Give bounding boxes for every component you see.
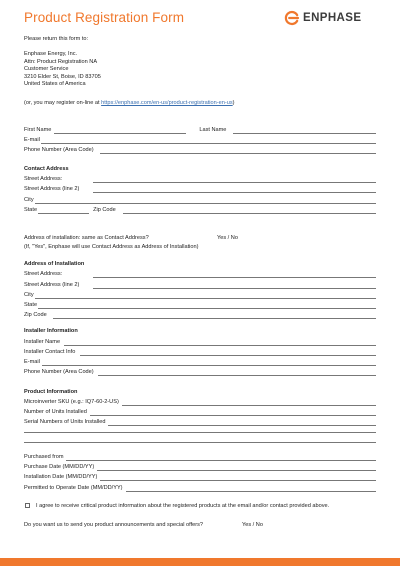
serials-extra-line-1[interactable]	[24, 432, 376, 433]
installer-contact-field[interactable]	[80, 351, 376, 356]
installation-same-options[interactable]: Yes / No	[217, 235, 238, 241]
address-line-5: United States of America	[24, 81, 86, 87]
permitted-date-field[interactable]	[126, 487, 376, 492]
contact-city-label: City	[24, 197, 34, 204]
footer-bar	[0, 558, 400, 566]
install-street2-label: Street Address (line 2)	[24, 282, 80, 289]
installer-phone-label: Phone Number (Area Code)	[24, 369, 94, 376]
installation-date-label: Installation Date (MM/DD/YY)	[24, 474, 98, 481]
product-heading: Product Information	[24, 389, 78, 395]
contact-zip-label: Zip Code	[93, 207, 116, 214]
contact-street2-label: Street Address (line 2)	[24, 186, 80, 193]
sku-row	[24, 399, 376, 406]
installation-same-question: Address of installation: same as Contact Address?	[24, 235, 149, 241]
address-line-1: Enphase Energy, Inc.	[24, 51, 78, 57]
phone-label: Phone Number (Area Code)	[24, 147, 94, 154]
contact-state-field[interactable]	[38, 209, 89, 214]
contact-street-row	[24, 176, 376, 183]
last-name-label: Last Name	[199, 127, 227, 134]
offers-question: Do you want us to send you product announcements and special offers?	[24, 522, 204, 528]
contact-state-label: State	[24, 207, 38, 214]
last-name-field[interactable]	[233, 129, 376, 134]
sku-label: Microinverter SKU (e.g.: IQ7-60-2-US)	[24, 399, 119, 406]
install-state-row	[24, 302, 376, 309]
agree-checkbox[interactable]	[25, 503, 30, 508]
install-street-row	[24, 271, 376, 278]
registration-link[interactable]: https://enphase.com/en-us/product-registration-en-us	[101, 100, 233, 106]
contact-zip-field[interactable]	[123, 209, 376, 214]
contact-state-row	[24, 207, 376, 214]
installation-date-field[interactable]	[100, 476, 376, 481]
brand-name: ENPHASE	[303, 12, 362, 24]
installation-address-heading: Address of Installation	[24, 261, 85, 267]
install-state-field[interactable]	[38, 304, 376, 309]
email-label: E-mail	[24, 137, 40, 144]
units-label: Number of Units Installed	[24, 409, 87, 416]
purchase-date-row	[24, 464, 376, 471]
contact-street-field[interactable]	[93, 178, 376, 183]
purchase-date-label: Purchase Date (MM/DD/YY)	[24, 464, 95, 471]
permitted-date-row	[24, 485, 376, 492]
email-field[interactable]	[41, 139, 376, 144]
first-name-field[interactable]	[54, 129, 186, 134]
serials-field[interactable]	[108, 421, 376, 426]
agree-text: I agree to receive critical product information about the registered products at the email and/or contact provided above.	[36, 503, 330, 509]
install-street2-row	[24, 282, 376, 289]
contact-street2-field[interactable]	[93, 188, 376, 193]
page-title: Product Registration Form	[24, 10, 185, 25]
installer-heading: Installer Information	[24, 328, 78, 334]
install-city-label: City	[24, 292, 34, 299]
installation-same-note: (If, "Yes", Enphase will use Contact Address as Address of Installation)	[24, 244, 199, 250]
contact-city-row	[24, 197, 376, 204]
phone-row	[24, 147, 376, 154]
installation-date-row	[24, 474, 376, 481]
install-street2-field[interactable]	[93, 284, 376, 289]
serials-row	[24, 419, 376, 426]
serials-extra-line-2[interactable]	[24, 442, 376, 443]
contact-address-heading: Contact Address	[24, 166, 69, 172]
contact-street2-row	[24, 186, 376, 193]
permitted-date-label: Permitted to Operate Date (MM/DD/YY)	[24, 485, 123, 492]
purchased-from-label: Purchased from	[24, 454, 64, 461]
install-state-label: State	[24, 302, 38, 309]
installer-email-row	[24, 359, 376, 366]
enphase-logo	[284, 10, 361, 26]
first-name-label: First Name	[24, 127, 52, 134]
address-line-2: Attn: Product Registration NA	[24, 58, 98, 65]
purchased-from-row	[24, 454, 376, 461]
installer-email-label: E-mail	[24, 359, 40, 366]
installer-name-row	[24, 339, 376, 346]
install-street-field[interactable]	[93, 273, 376, 278]
email-row	[24, 137, 376, 144]
address-line-3: Customer Service	[24, 66, 69, 72]
install-street-label: Street Address:	[24, 271, 63, 278]
install-city-field[interactable]	[35, 294, 376, 299]
address-line-4: 3210 Elder St, Boise, ID 83705	[24, 73, 101, 80]
installer-phone-row	[24, 369, 376, 376]
install-zip-field[interactable]	[53, 314, 376, 319]
installer-phone-field[interactable]	[98, 371, 376, 376]
contact-street-label: Street Address:	[24, 176, 63, 183]
enphase-logo-icon	[284, 10, 300, 26]
installer-name-field[interactable]	[64, 341, 376, 346]
sku-field[interactable]	[122, 401, 376, 406]
installer-name-label: Installer Name	[24, 339, 61, 346]
units-row	[24, 409, 376, 416]
online-registration-note: (or, you may register on-line at https://enphase.com/en-us/product-registration-en-us)	[24, 100, 235, 106]
contact-city-field[interactable]	[35, 199, 376, 204]
purchase-date-field[interactable]	[97, 466, 376, 471]
name-row	[24, 127, 376, 134]
units-field[interactable]	[90, 411, 376, 416]
install-city-row	[24, 292, 376, 299]
installer-contact-label: Installer Contact Info	[24, 349, 76, 356]
offers-options[interactable]: Yes / No	[242, 522, 263, 528]
return-intro: Please return this form to:	[24, 36, 89, 42]
installer-email-field[interactable]	[42, 361, 376, 366]
phone-field[interactable]	[100, 149, 376, 154]
install-zip-label: Zip Code	[24, 312, 47, 319]
installer-contact-row	[24, 349, 376, 356]
purchased-from-field[interactable]	[66, 456, 376, 461]
serials-label: Serial Numbers of Units Installed	[24, 419, 106, 426]
install-zip-row	[24, 312, 376, 319]
